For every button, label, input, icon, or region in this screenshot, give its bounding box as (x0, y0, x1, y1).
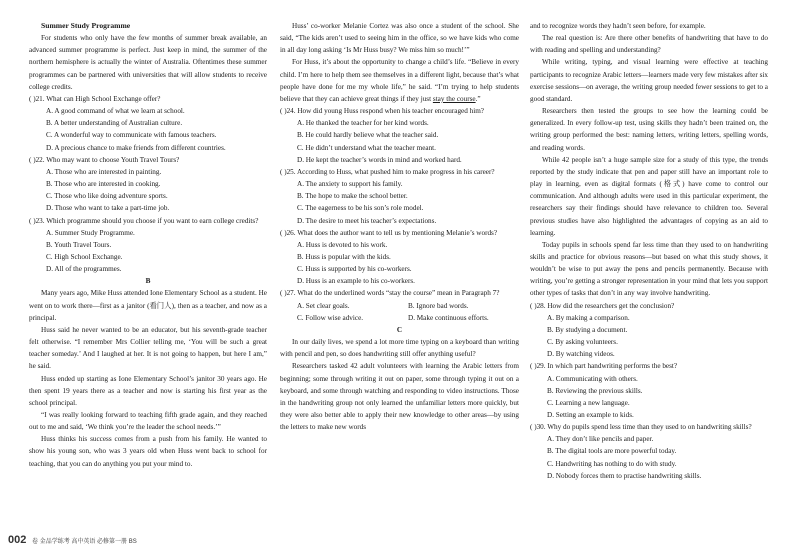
option: A. A good command of what we learn at school. (46, 107, 185, 116)
option: A. The anxiety to support his family. (297, 180, 403, 189)
option: C. He didn’t understand what the teacher meant. (297, 143, 436, 152)
question-21: ( )21. What can High School Exchange offer? (29, 94, 161, 103)
option: B. A better understanding of Australian culture. (46, 119, 183, 128)
paragraph: Huss said he never wanted to be an educator, but his seventh-grade teacher felt otherwise. “I remember Mrs Collier telling me, ‘You will be such a great teacher someday.’ And I laughed at her. It is not going to happen, but here I am,” he said. (29, 325, 267, 371)
option: D. Make continuous efforts. (408, 313, 489, 322)
paragraph: Researchers tasked 42 adult volunteers with learning the Arabic letters from beginning; some through writing it out on paper, some through typing it out on a keyboard, and some through watching and responding to video instructions. Those in the handwriting group not only learned the unfamiliar letters more quickly, but they were also better able to apply their new knowledge to other areas—by using the letters to make new words (280, 362, 519, 432)
option: C. The eagerness to be his son’s role model. (297, 204, 424, 213)
column-right (530, 20, 768, 482)
option: B. Those who are interested in cooking. (46, 180, 161, 189)
option: D. Those who want to take a part-time job. (46, 204, 170, 213)
paragraph (280, 56, 519, 105)
option: D. The desire to meet his teacher’s expectations. (297, 216, 437, 225)
option: D. Huss is an example to his co-workers. (297, 277, 415, 286)
option: A. Summer Study Programme. (46, 228, 135, 237)
option: C. Learning a new language. (547, 398, 630, 407)
paragraph: While writing, typing, and visual learning were effective at teaching participants to recognize Arabic letters—learners made very few mistakes after six exercise sessions—on average, the writing group needed fewer sessions to get to a good standard. (530, 58, 768, 103)
question-23: ( )23. Which programme should you choose if you want to earn college credits? (29, 216, 259, 225)
option: C. Those who like doing adventure sports. (46, 192, 168, 201)
option: A. They don’t like pencils and paper. (547, 435, 654, 444)
option-row (280, 312, 519, 324)
paragraph: Many years ago, Mike Huss attended Ione Elementary School as a student. He went on to work there—first as a janitor (看门人), then as a teacher, and now as a principal. (29, 289, 267, 322)
option: B. He could hardly believe what the teacher said. (297, 131, 439, 140)
underlined-phrase: stay the course (432, 94, 476, 103)
option: D. A precious chance to make friends from different countries. (46, 143, 226, 152)
option: C. Handwriting has nothing to do with study. (547, 459, 677, 468)
option: B. By studying a document. (547, 325, 628, 334)
option: B. Reviewing the previous skills. (547, 386, 643, 395)
question-22: ( )22. Who may want to choose Youth Travel Tours? (29, 155, 180, 164)
option: B. Youth Travel Tours. (46, 240, 112, 249)
option: B. Huss is popular with the kids. (297, 252, 391, 261)
paragraph: Huss’ co-worker Melanie Cortez was also once a student of the school. She said, “The kids aren’t used to seeing him in the office, so we have kids who come in all day long asking ‘Is Mr Huss busy? We miss him so much!’” (280, 22, 519, 55)
option: D. He kept the teacher’s words in mind and worked hard. (297, 155, 462, 164)
paragraph: and to recognize words they hadn’t seen before, for example. (530, 22, 706, 30)
question-26: ( )26. What does the author want to tell us by mentioning Melanie’s words? (280, 228, 498, 237)
paragraph: Today pupils in schools spend far less time than they used to on handwriting skills and practice for obvious reasons—but based on what this study shows, it wouldn’t be wise to put away the pens and pencils permanently. Because with writing, you’re getting a stronger representation in your mind that lets you support other types of tasks that don’t in any way involve handwriting. (530, 240, 768, 298)
question-30: ( )30. Why do pupils spend less time than they used to on handwriting skills? (530, 423, 752, 432)
option: B. The hope to make the school better. (297, 192, 408, 201)
page-footer (8, 534, 137, 546)
paragraph: “I was really looking forward to teaching fifth grade again, and they reached out to me and said, ‘We think you’re the leader the school needs.’” (29, 411, 267, 432)
paragraph: Huss ended up starting as Ione Elementary School’s janitor 30 years ago. He then spent 19 years there as a teacher and now is starting his first year as the school principal. (29, 374, 267, 407)
page-number: 002 (8, 534, 27, 546)
option: A. Set clear goals. (297, 301, 350, 310)
paragraph: The real question is: Are there other benefits of handwriting that have to do with reading and spelling and understanding? (530, 34, 768, 55)
option: B. Ignore bad words. (408, 301, 469, 310)
section-c-heading: C (396, 325, 403, 334)
paragraph: Researchers then tested the groups to see how the learning could be generalized. In every follow-up test, using skills they hadn’t been trained on, the writing group performed the best: naming letters, writing letters, spelling words, and reading words. (530, 107, 768, 152)
question-29: ( )29. In which part handwriting performs the best? (530, 362, 678, 371)
option: C. A wonderful way to communicate with famous teachers. (46, 131, 217, 140)
text-run: .” (475, 94, 481, 103)
option: C. Follow wise advice. (297, 313, 364, 322)
option: D. Setting an example to kids. (547, 411, 634, 419)
option: A. Communicating with others. (547, 374, 638, 383)
footer-text: 卷 金品学练考 高中英语 必修第一册 BS (32, 539, 137, 545)
option: D. All of the programmes. (46, 265, 122, 274)
passage-a-title: Summer Study Programme (41, 21, 131, 30)
text-run: For Huss, it’s about the opportunity to change a child’s life. “Believe in every child. I’m here to help them see themselves in a different light, because that’s what people have done for me my whole life,” he said. “I’m trying to help students believe that they can achieve great things if they just (280, 58, 519, 103)
option-row (280, 300, 519, 312)
question-27: ( )27. What do the underlined words “stay the course” mean in Paragraph 7? (280, 289, 500, 298)
option: C. Huss is supported by his co-workers. (297, 265, 412, 274)
paragraph: In our daily lives, we spend a lot more time typing on a keyboard than writing with pencil and pen, so does handwriting still offer anything useful? (280, 338, 519, 359)
option: B. The digital tools are more powerful today. (547, 447, 677, 456)
paragraph: While 42 people isn’t a huge sample size for a study of this type, the trends reported by the study indicate that pen and paper still have an important role to play in learning, even as digital formats (格式) have come to control our communication. And although adults were used in this particular experiment, the researchers say their findings should have relevance to children too. Several previous studies have also highlighted the advantages of copying as an aid to learning. (530, 155, 768, 237)
option: A. Those who are interested in painting. (46, 167, 162, 176)
option: A. He thanked the teacher for her kind words. (297, 119, 429, 128)
paragraph: Huss thinks his success comes from a push from his family. He wanted to show his young son, who was 3 years old when Huss went back to school for teaching, that you can do anything you put your mind to. (29, 435, 267, 468)
column-left (29, 20, 267, 470)
question-28: ( )28. How did the researchers get the conclusion? (530, 301, 675, 310)
option: D. Nobody forces them to practise handwriting skills. (547, 471, 702, 480)
option: A. Huss is devoted to his work. (297, 240, 388, 249)
question-24: ( )24. How did young Huss respond when his teacher encouraged him? (280, 107, 484, 116)
question-25: ( )25. According to Huss, what pushed him to make progress in his career? (280, 167, 495, 176)
option: C. By asking volunteers. (547, 338, 618, 347)
option: D. By watching videos. (547, 350, 615, 359)
column-middle (280, 20, 519, 433)
option: C. High School Exchange. (46, 252, 123, 261)
section-b-heading: B (145, 277, 151, 286)
paragraph: For students who only have the few months of summer break available, an advanced summer programme is perfect. Just keep in mind, the summer of the northern hemisphere is actually the winter of Australia. Oftentimes these summer programmes can be partnered with universities that will allow students to receive college credits. (29, 34, 267, 91)
option: A. By making a comparison. (547, 313, 630, 322)
